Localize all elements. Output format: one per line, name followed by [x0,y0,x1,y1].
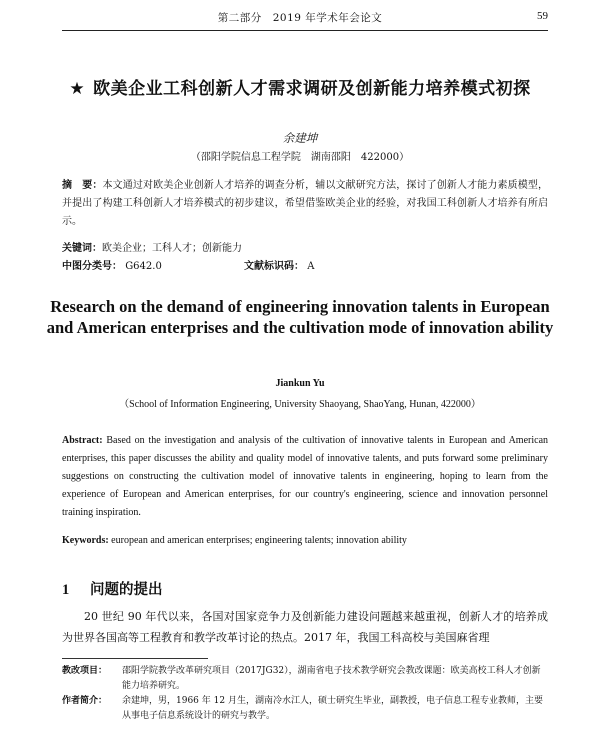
footnote-text: 余建坤，男，1966 年 12 月生，湖南冷水江人，硕士研究生毕业，副教授，电子信息工程专业教师，主要从事电子信息系统设计的研究与教学。 [122,696,543,721]
classification-number [62,257,162,272]
english-keywords-text: european and american enterprises; engineering talents; innovation ability [111,535,407,546]
footnote-rule [62,658,208,659]
chinese-keywords [62,239,548,254]
document-code-value: A [307,261,315,272]
section-title: 问题的提出 [90,582,163,598]
footnote-author-bio [62,694,548,724]
classification-value: G642.0 [125,261,162,272]
chinese-title [40,74,560,99]
section-body: 20 世纪 90 年代以来，各国对国家竞争力及创新能力建设问题越来越重视，创新人才的培养成为世界各国高等工程教育和教学改革讨论的热点。2017 年，我国工科高校与美国麻省理 [62,610,548,644]
english-title: Research on the demand of engineering innovation talents in European and American enterprises and the cultivation mode of innovation ability [46,297,554,337]
english-keywords-label: Keywords: [62,535,109,546]
page-number: 59 [537,10,548,22]
chinese-keywords-text: 欧美企业；工科人才；创新能力 [102,243,242,254]
footnote-text: 邵阳学院教学改革研究项目（2017JG32），湖南省电子技术教学研究会教改课题：欧美高校工科人才创新能力培养研究。 [122,666,541,691]
chinese-author: 余建坤 [282,131,318,145]
header-rule [62,30,548,31]
footnote-project [62,664,548,694]
footnotes [62,664,548,724]
english-affiliation: （School of Information Engineering, University Shaoyang, ShaoYang, Hunan, 422000） [119,399,481,410]
footnote-label: 作者简介： [62,696,108,706]
chinese-abstract-label: 摘 要： [62,180,103,191]
section-heading [62,578,163,599]
english-abstract-label: Abstract: [62,435,103,446]
chinese-affiliation: （邵阳学院信息工程学院 湖南邵阳 422000） [190,152,410,163]
chinese-keywords-label: 关键词： [62,243,102,254]
english-abstract [62,432,548,522]
running-head: 第二部分 2019 年学术年会论文 [217,12,383,24]
document-code [244,257,314,272]
english-abstract-text: Based on the investigation and analysis of the cultivation of innovative talents in European and American enterprises, this paper discusses the ability and quality model of innovative talents, and puts forward some preliminary suggestions on constructing the cultivation model of innovative talents in engineering, hoping to learn from the experience of European and American enterprises, for our country's engineering, science and innovation personnel training inspiration. [62,435,549,518]
chinese-abstract [62,177,548,231]
english-author: Jiankun Yu [275,378,325,389]
section-number: 1 [62,582,70,598]
footnote-label: 教改项目： [62,666,108,676]
document-code-label: 文献标识码： [244,261,304,272]
star-icon: ★ [69,79,86,99]
english-keywords [62,535,548,546]
chinese-abstract-text: 本文通过对欧美企业创新人才培养的调查分析，辅以文献研究方法，探讨了创新人才能力素质模型，并提出了构建工科创新人才培养模式的初步建议，希望借鉴欧美企业的经验，对我国工科创新人才培养有所启示。 [62,180,549,227]
chinese-title-text: 欧美企业工科创新人才需求调研及创新能力培养模式初探 [93,79,531,99]
classification-label: 中图分类号： [62,261,122,272]
